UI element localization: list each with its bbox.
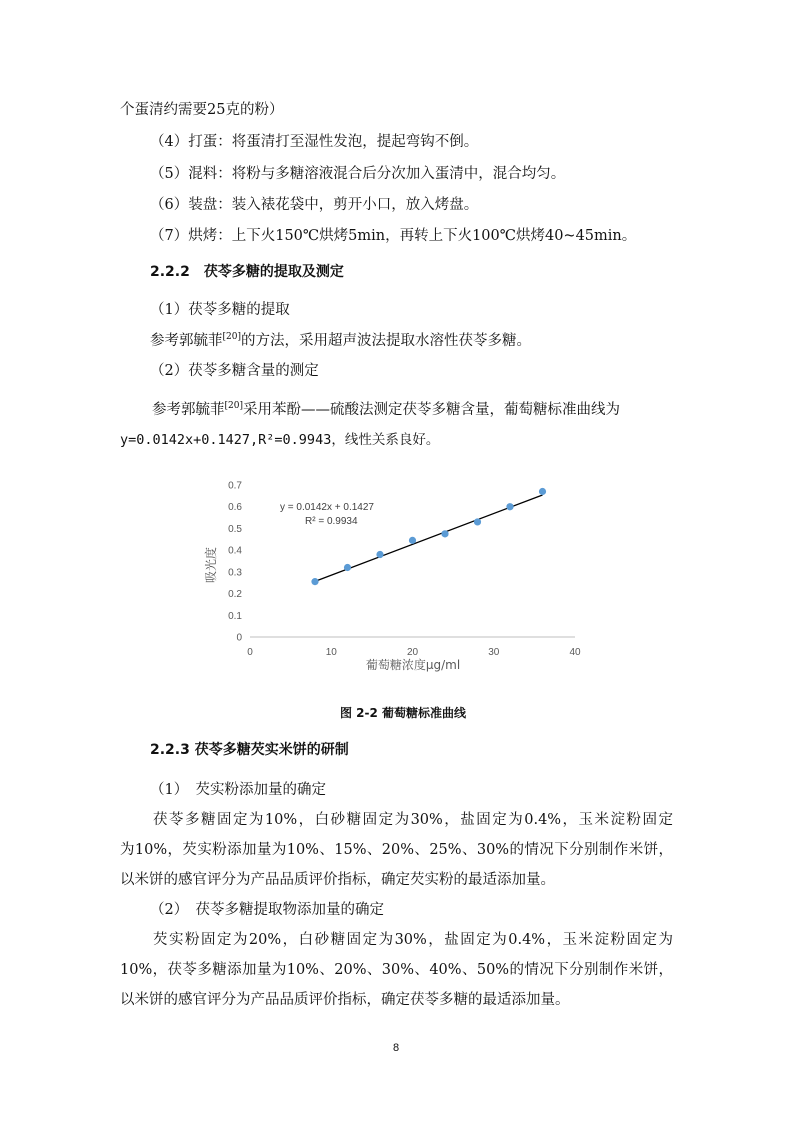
y-axis-ticks	[228, 481, 242, 644]
subsection-extraction: （1）茯苓多糖的提取	[150, 302, 290, 318]
x-tick-label: 0	[247, 647, 253, 658]
data-point	[344, 564, 351, 571]
para2-line2: 10%，茯苓多糖添加量为10%、20%、30%、40%、50%的情况下分别制作米饼，	[120, 962, 673, 978]
data-point	[311, 578, 318, 585]
section-heading-2-2-2: 2.2.2 茯苓多糖的提取及测定	[150, 264, 344, 280]
data-point	[539, 488, 546, 495]
x-tick-label: 30	[488, 647, 500, 658]
data-point	[506, 503, 513, 510]
data-point	[409, 537, 416, 544]
para1-line1: 茯苓多糖固定为10%，白砂糖固定为30%，盐固定为0.4%，玉米淀粉固定	[153, 812, 673, 828]
y-tick-label: 0.6	[228, 502, 242, 514]
citation-ref: [20]	[222, 332, 241, 342]
equation-line: y=0.0142x+0.1427,R²=0.9943，线性关系良好。	[120, 432, 440, 448]
y-tick-label: 0	[236, 632, 242, 644]
y-tick-label: 0.2	[228, 589, 242, 601]
para1-line3: 以米饼的感官评分为产品品质评价指标，确定芡实粉的最适添加量。	[120, 872, 555, 888]
subsection-measurement: （2）茯苓多糖含量的测定	[150, 363, 319, 379]
figure-caption: 图 2-2 葡萄糖标准曲线	[340, 706, 467, 720]
para2-line1: 芡实粉固定为20%，白砂糖固定为30%，盐固定为0.4%，玉米淀粉固定为	[153, 932, 673, 948]
citation-ref: [20]	[224, 401, 243, 411]
x-tick-label: 20	[406, 647, 419, 658]
y-tick-label: 0.3	[228, 567, 242, 579]
para2-line3: 以米饼的感官评分为产品品质评价指标，确定茯苓多糖的最适添加量。	[120, 992, 570, 1008]
y-axis-title: 吸光度	[204, 546, 218, 584]
step-6: （6）装盘：装入裱花袋中，剪开小口，放入烤盘。	[150, 197, 479, 213]
text-line-measurement	[152, 400, 620, 420]
subsection-qianshi: （1） 芡实粉添加量的确定	[150, 782, 326, 798]
step-5: （5）混料：将粉与多糖溶液混合后分次加入蛋清中，混合均匀。	[150, 166, 566, 182]
data-point	[376, 551, 383, 558]
data-point	[441, 530, 448, 537]
r-squared-label: R² = 0.9934	[305, 516, 358, 527]
x-tick-label: 10	[325, 647, 337, 658]
text-line-1: 个蛋清约需要25克的粉）	[120, 102, 284, 118]
step-4: （4）打蛋：将蛋清打至湿性发泡，提起弯钩不倒。	[150, 134, 479, 150]
section-heading-2-2-3: 2.2.3 茯苓多糖芡实米饼的研制	[150, 742, 349, 758]
y-tick-label: 0.4	[228, 545, 242, 557]
x-tick-label: 40	[569, 647, 581, 658]
y-tick-label: 0.5	[228, 523, 242, 535]
text-part: 参考郭毓菲	[150, 333, 223, 349]
data-point	[474, 518, 481, 525]
page-number: 8	[393, 1042, 400, 1054]
y-tick-label: 0.1	[228, 610, 242, 622]
para1-line2: 为10%，芡实粉添加量为10%、15%、20%、25%、30%的情况下分别制作米饼，	[120, 842, 673, 858]
text-part: 参考郭毓菲	[152, 402, 225, 418]
subsection-fuling: （2） 茯苓多糖提取物添加量的确定	[150, 902, 384, 918]
y-tick-label: 0.7	[228, 480, 242, 492]
step-7: （7）烘烤：上下火150℃烘烤5min，再转上下火100℃烘烤40~45min。	[150, 228, 637, 244]
text-line-extraction	[150, 331, 531, 351]
text-part: 的方法，采用超声波法提取水溶性茯苓多糖。	[240, 333, 531, 349]
x-axis-ticks	[247, 647, 581, 658]
glucose-standard-curve-chart	[200, 473, 600, 683]
text-part: 采用苯酚——硫酸法测定茯苓多糖含量，葡萄糖标准曲线为	[242, 402, 620, 418]
x-axis-title: 葡萄糖浓度μg/ml	[365, 658, 461, 672]
equation-label: y = 0.0142x + 0.1427	[280, 502, 374, 513]
